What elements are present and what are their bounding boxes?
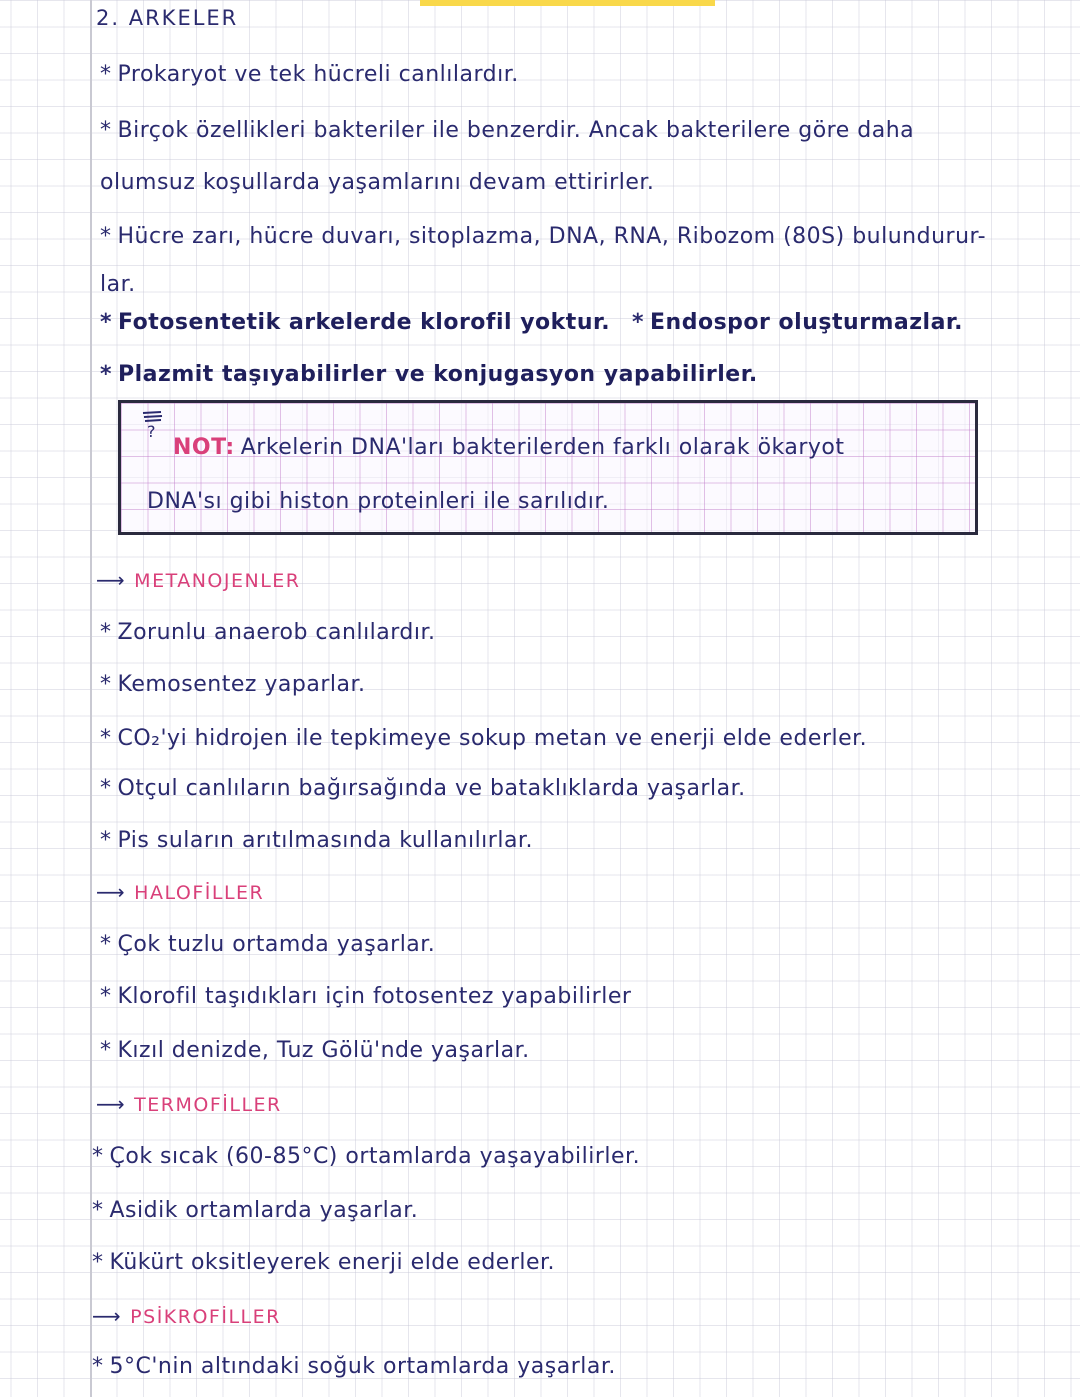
arrow-right-icon: ⟶	[96, 1092, 127, 1116]
section-heading-psikrofiller: ⟶ PSİKROFİLLER	[92, 1304, 281, 1328]
bullet-star-icon: *	[100, 224, 112, 249]
arrow-right-icon: ⟶	[96, 568, 127, 592]
arrow-right-icon: ⟶	[96, 880, 127, 904]
section-item: * Kızıl denizde, Tuz Gölü'nde yaşarlar.	[100, 1038, 530, 1063]
bullet-star-icon: *	[92, 1354, 104, 1379]
section-heading-halofiller: ⟶ HALOFİLLER	[96, 880, 265, 904]
note-line-2: * Birçok özellikleri bakteriler ile benzerdir. Ancak bakterilere göre daha	[100, 118, 915, 143]
bullet-star-icon: *	[100, 828, 112, 853]
section-item: * Klorofil taşıdıkları için fotosentez yapabilirler	[100, 984, 632, 1009]
bullet-star-icon: *	[100, 672, 112, 697]
page-margin-line	[90, 0, 92, 1397]
section-heading-metanojenler: ⟶ METANOJENLER	[96, 568, 301, 592]
note-text-line-2: DNA'sı gibi histon proteinleri ile sarılıdır.	[147, 489, 610, 514]
section-item: * Otçul canlıların bağırsağında ve bataklıklarda yaşarlar.	[100, 776, 746, 801]
bullet-star-icon: *	[100, 984, 112, 1009]
highlighter-mark	[420, 0, 715, 6]
note-line-8: * Plazmit taşıyabilirler ve konjugasyon yapabilirler.	[100, 362, 758, 387]
note-line-7: * Endospor oluşturmazlar.	[632, 310, 964, 335]
note-line-5: lar.	[100, 272, 136, 297]
page-title: 2. ARKELER	[96, 6, 239, 30]
svg-text:?: ?	[147, 422, 156, 439]
arrow-right-icon: ⟶	[92, 1304, 123, 1328]
section-item: * Kükürt oksitleyerek enerji elde ederler.	[92, 1250, 556, 1275]
section-item: * Kemosentez yaparlar.	[100, 672, 366, 697]
bullet-star-icon: *	[100, 776, 112, 801]
note-line-4: * Hücre zarı, hücre duvarı, sitoplazma, DNA, RNA, Ribozom (80S) bulundurur-	[100, 224, 987, 249]
note-line-1: * Prokaryot ve tek hücreli canlılardır.	[100, 62, 519, 87]
section-item: * 5°C'nin altındaki soğuk ortamlarda yaşarlar.	[92, 1354, 616, 1379]
section-item: * Çok tuzlu ortamda yaşarlar.	[100, 932, 436, 957]
section-item: * Zorunlu anaerob canlılardır.	[100, 620, 436, 645]
bullet-star-icon: *	[100, 620, 112, 645]
bullet-star-icon: *	[92, 1198, 104, 1223]
section-item: * Pis suların arıtılmasında kullanılırlar.	[100, 828, 533, 853]
note-line-6: * Fotosentetik arkelerde klorofil yoktur.	[100, 310, 611, 335]
section-heading-termofiller: ⟶ TERMOFİLLER	[96, 1092, 282, 1116]
bullet-star-icon: *	[100, 726, 112, 751]
bullet-star-icon: *	[100, 118, 112, 143]
note-box	[118, 400, 978, 535]
note-label: NOT:	[173, 435, 235, 460]
note-line-3: olumsuz koşullarda yaşamlarını devam ettirirler.	[100, 170, 655, 195]
bullet-star-icon: *	[100, 1038, 112, 1063]
section-item: * Asidik ortamlarda yaşarlar.	[92, 1198, 419, 1223]
bullet-star-icon: *	[100, 932, 112, 957]
note-text-line-1: NOT: Arkelerin DNA'ları bakterilerden farklı olarak ökaryot	[173, 435, 845, 460]
bullet-star-icon: *	[92, 1144, 104, 1169]
bullet-star-icon: *	[100, 62, 112, 87]
bullet-star-icon: *	[632, 310, 645, 335]
section-item: * Çok sıcak (60-85°C) ortamlarda yaşayabilirler.	[92, 1144, 641, 1169]
section-item: * CO₂'yi hidrojen ile tepkimeye sokup metan ve enerji elde ederler.	[100, 726, 868, 751]
note-scribble-icon	[141, 409, 165, 439]
bullet-star-icon: *	[100, 310, 113, 335]
bullet-star-icon: *	[92, 1250, 104, 1275]
bullet-star-icon: *	[100, 362, 113, 387]
